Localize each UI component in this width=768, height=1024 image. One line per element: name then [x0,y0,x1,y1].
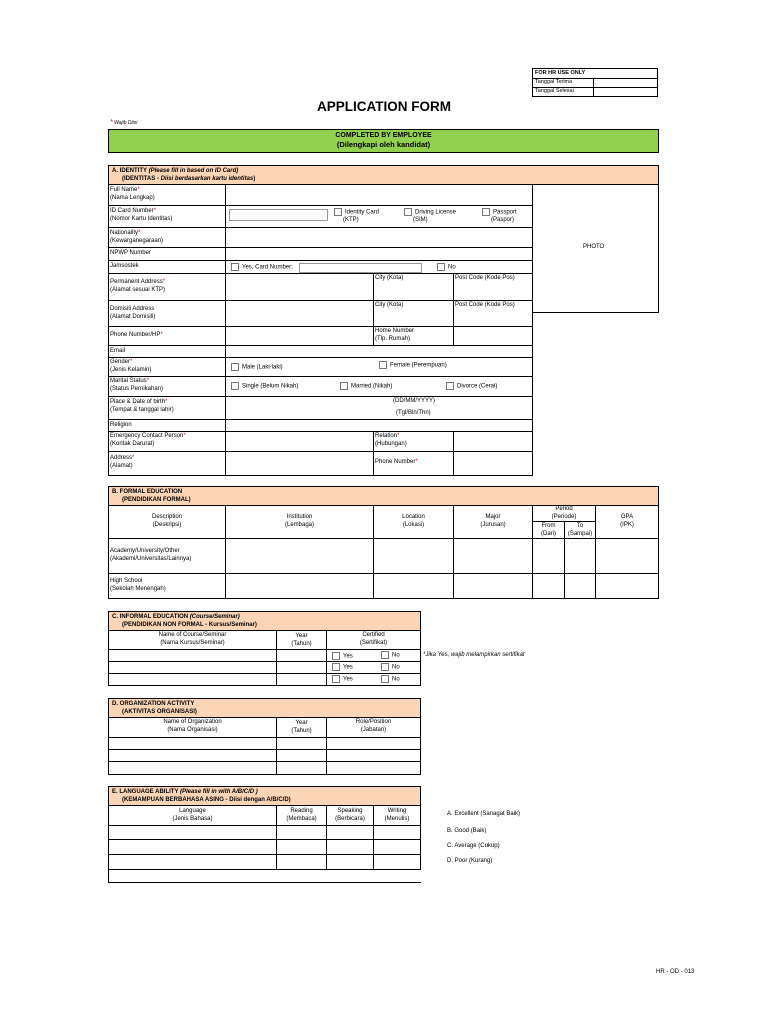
d-col-role: Role/Position (Jabatan) [355,719,392,733]
d-col-year: Year (Tahun) [291,720,312,734]
nationality-label: Nationality* (Kewarganegaraan) [110,230,164,244]
b-col-to: To (Sampai) [567,523,593,537]
mandatory-note-text: Wajib Diisi [114,120,138,126]
c-row3-yes-checkbox[interactable] [332,675,340,683]
domicile-address-label: Domisili Address (Alamat Domisili) [110,306,156,320]
birth-date-format: (DD/MM/YYYY) [393,398,435,404]
home-number-label: Home Number (Tlp. Rumah) [375,328,415,342]
perm-city-label: City (Kota) [375,275,404,281]
banner-line1: COMPLETED BY EMPLOYEE [335,132,432,139]
ktp-checkbox[interactable] [334,208,342,216]
hr-box-finished: Tanggal Selesai [535,88,574,94]
legend-c: C. Average (Cukup) [447,843,500,849]
jamsostek-no[interactable]: No [437,263,456,272]
dom-postcode-label: Post Code (Kode Pos) [455,302,515,308]
section-c-header [108,611,421,631]
form-title: APPLICATION FORM [317,99,451,114]
jamsostek-card-input[interactable] [299,263,422,273]
b-col-major: Major (Jurusan) [480,514,506,528]
c-row2-yes[interactable]: Yes [332,663,353,672]
c-row2-no[interactable]: No [381,663,400,672]
hr-box-title: FOR HR USE ONLY [535,70,586,76]
relation-label: Relation* (Hubungan) [375,433,407,447]
id-opt-ktp[interactable]: Identity Card (KTP) [334,208,379,225]
passport-checkbox[interactable] [482,208,490,216]
section-c-title: C. INFORMAL EDUCATION [112,614,189,620]
id-opt-passport[interactable]: Passport (Paspor) [482,208,517,225]
hr-use-box [532,68,658,97]
section-a-title-note: (Please fill in based on ID Card) [148,168,239,174]
b-col-period: Period (Periode) [551,506,577,520]
gender-female[interactable]: Female (Perempuan) [379,361,447,370]
completed-by-banner [108,129,659,153]
jamsostek-yes-checkbox[interactable] [231,263,239,271]
b-row-highschool: High School (Sekolah Menengah) [110,578,166,592]
section-a-subtitle: (IDENTITAS - [122,176,161,182]
section-a-header [108,165,659,185]
banner-line2: (Dilengkapi oleh kandidat) [336,140,431,149]
male-checkbox[interactable] [231,363,239,371]
section-b-header [108,486,659,506]
e-col-speaking: Speaking (Berbicara) [335,808,365,822]
birth-label: Place & Date of birth* (Tempat & tanggal lahir) [110,399,174,413]
sim-checkbox[interactable] [404,208,412,216]
certificate-note: *Jika Yes, wajib melampirkan sertifikat [423,652,525,658]
id-opt-sim[interactable]: Driving License (SIM) [404,208,456,225]
religion-label: Religion [110,422,132,428]
permanent-address-label: Permanent Address* (Alamat sesuai KTP) [110,279,166,293]
section-c-title-note: (Course/Seminar) [189,614,240,620]
email-label: Email [110,348,126,354]
photo-label: PHOTO [583,244,605,250]
b-col-gpa: GPA (IPK) [620,514,634,528]
divorce-checkbox[interactable] [446,382,454,390]
section-e-title: E. LANGUAGE ABILITY [112,789,179,795]
phone-label: Phone Number/HP* [110,332,163,338]
full-name-field[interactable] [226,186,532,205]
b-row-university: Academy/University/Other (Akademi/Universitas/Lainnya) [110,548,192,562]
c-row2-yes-checkbox[interactable] [332,663,340,671]
b-col-location: Location (Lokasi) [402,514,425,528]
section-d-subtitle: (AKTIVITAS ORGANISASI) [122,709,197,715]
c-col-certified: Certified (Sertifikat) [359,632,388,646]
e-col-language: Language (Jenis Bahasa) [172,808,213,822]
section-e-header [108,786,421,806]
section-d-header [108,698,421,718]
c-row1-no[interactable]: No [381,651,400,660]
legend-a: A. Excellent (Sanagat Baik) [447,811,521,817]
jamsostek-label: Jamsostek [110,263,139,269]
legend-b: B. Good (Baik) [447,828,487,834]
c-col-course: Name of Course/Seminar (Nama Kursus/Seminar) [158,632,227,646]
birth-date-format-id: (Tgl/Bln/Thn) [396,410,431,416]
section-e-subtitle: (KEMAMPUAN BERBAHASA ASING - Diisi dengan A/B/C/D) [122,797,291,803]
c-row1-yes[interactable]: Yes [332,652,353,661]
section-a-subtitle-end: ) [253,176,256,182]
b-col-description: Description (Deskripsi) [151,514,182,528]
hr-box-received: Tanggal Terima [535,79,573,85]
mandatory-note [110,119,137,126]
jamsostek-no-checkbox[interactable] [437,263,445,271]
married-checkbox[interactable] [340,382,348,390]
gender-label: Gender* (Jenis Kelamin) [110,359,152,373]
section-a-title: A. IDENTITY [112,168,147,174]
footer-code: HR - OD - 013 [656,969,695,975]
c-row1-no-checkbox[interactable] [381,651,389,659]
address-label: Address* (Alamat) [110,455,135,469]
single-checkbox[interactable] [231,382,239,390]
marital-married[interactable]: Married (Nikah) [340,382,392,391]
gender-male[interactable]: Male (Laki-laki) [231,363,283,372]
female-checkbox[interactable] [379,361,387,369]
npwp-label: NPWP Number [110,250,151,256]
legend-d: D. Poor (Kurang) [447,858,493,864]
section-b-subtitle: (PENDIDIKAN FORMAL) [122,497,191,503]
full-name-label: Full Name* (Nama Lengkap) [110,187,155,201]
c-row3-yes[interactable]: Yes [332,675,353,684]
section-e-title-note: (Please fill in with A/B/C/D ) [180,789,258,795]
id-card-input[interactable] [229,209,328,221]
jamsostek-yes[interactable]: Yes, Card Number: [231,263,293,272]
section-a-subtitle-note: Diisi berdasarkan kartu identitas [160,176,254,182]
e-col-reading: Reading (Membaca) [286,808,317,822]
marital-divorce[interactable]: Divorce (Cerai) [446,382,497,391]
marital-single[interactable]: Single (Belum Nikah) [231,382,298,391]
b-col-institution: Institution (Lembaga) [284,514,314,528]
e-col-writing: Writing (Menulis) [384,808,410,822]
perm-postcode-label: Post Code (Kode Pos) [455,275,515,281]
c-row3-no[interactable]: No [381,675,400,684]
phone2-label: Phone Number* [375,459,418,465]
mandatory-asterisk: * [110,119,113,126]
b-col-from: From (Dari) [541,523,556,537]
d-col-org: Name of Organization (Nama Organisasi) [163,719,222,733]
section-b-title: B. FORMAL EDUCATION [112,489,183,495]
section-c-subtitle: (PENDIDIKAN NON FORMAL - Kursus/Seminar) [122,622,257,628]
c-row3-no-checkbox[interactable] [381,675,389,683]
section-d-title: D. ORGANIZATION ACTIVITY [112,701,195,707]
marital-label: Marital Status* (Status Pernikahan) [110,378,164,392]
c-row1-yes-checkbox[interactable] [332,652,340,660]
emergency-label: Emergency Contact Person* (Kontak Darurat) [110,433,186,447]
c-row2-no-checkbox[interactable] [381,663,389,671]
dom-city-label: City (Kota) [375,302,404,308]
c-col-year: Year (Tahun) [291,633,312,647]
id-card-label: ID Card Number* (Nomor Kartu Identitas) [110,208,173,222]
